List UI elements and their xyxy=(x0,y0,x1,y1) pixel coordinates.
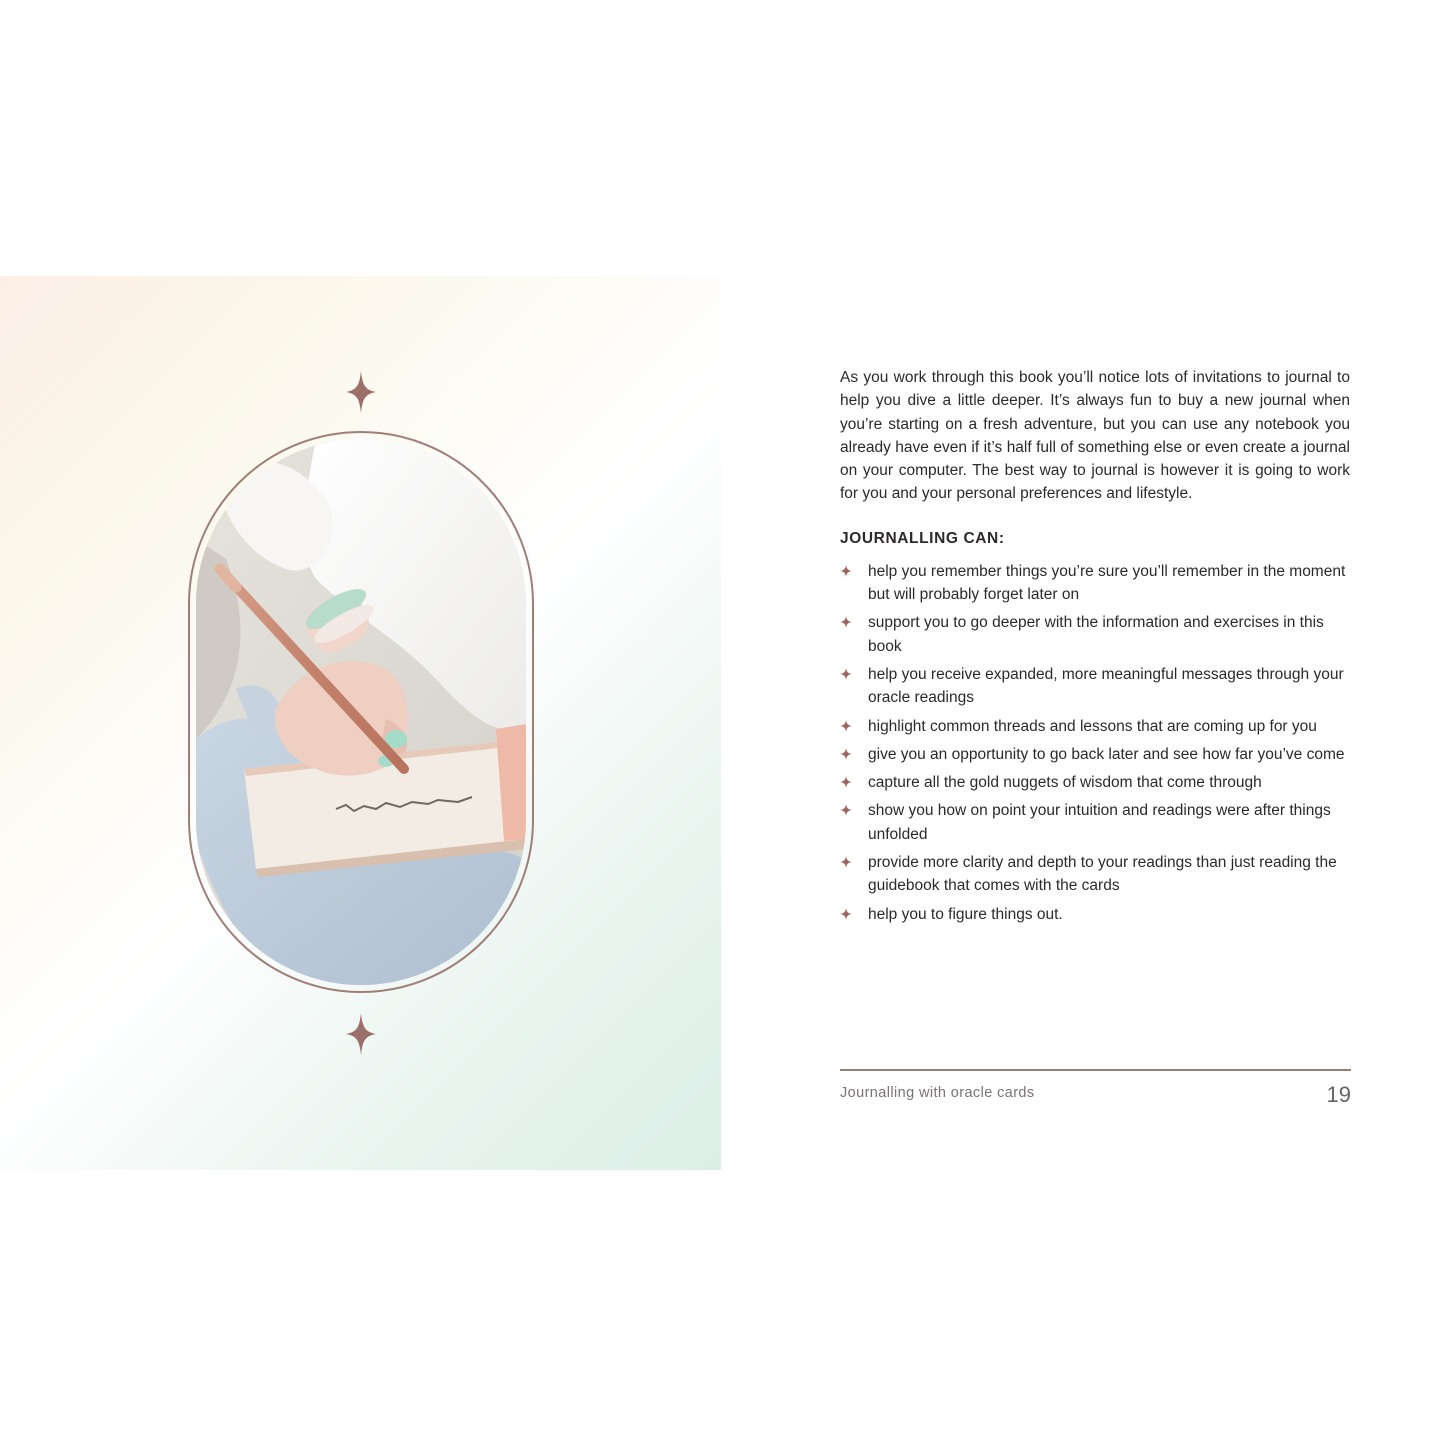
page-number: 19 xyxy=(1326,1082,1351,1107)
star-bullet-icon xyxy=(840,856,852,868)
journalling-benefits-list xyxy=(840,560,1350,926)
list-item xyxy=(840,799,1350,846)
running-footer-title: Journalling with oracle cards xyxy=(840,1085,1035,1101)
list-item-text: capture all the gold nuggets of wisdom that come through xyxy=(868,774,1262,792)
list-item-text: show you how on point your intuition and readings were after things unfolded xyxy=(868,802,1331,843)
star-bullet-icon xyxy=(840,720,852,732)
page-content xyxy=(840,366,1350,931)
star-bullet-icon xyxy=(840,804,852,816)
list-item-text: help you to figure things out. xyxy=(868,905,1063,923)
list-item-text: provide more clarity and depth to your readings than just reading the guidebook that comes with the cards xyxy=(868,854,1337,895)
section-heading: JOURNALLING CAN: xyxy=(840,529,1005,547)
list-item-text: help you receive expanded, more meaningful messages through your oracle readings xyxy=(868,665,1344,707)
list-item-text: support you to go deeper with the information and exercises in this book xyxy=(868,614,1324,655)
list-item-text: highlight common threads and lessons that are coming up for you xyxy=(868,717,1317,735)
list-item xyxy=(840,663,1350,710)
star-bullet-icon xyxy=(840,668,852,680)
intro-paragraph: As you work through this book you’ll notice lots of invitations to journal to help you dive a little deeper. It’s always fun to buy a new journal when you’re starting on a fresh adventure, but you can use any notebook you already have even if it’s half full of something else or even create a journal on your computer. The best way to journal is however it is going to work for you and your personal preferences and lifestyle. xyxy=(840,369,1350,503)
sparkle-icon-bottom xyxy=(346,1013,376,1055)
journal-writing-photo xyxy=(196,439,526,985)
right-page xyxy=(721,276,1445,1170)
sparkle-icon-top xyxy=(346,371,376,413)
star-bullet-icon xyxy=(840,776,852,788)
list-item xyxy=(840,771,1350,794)
list-item xyxy=(840,715,1350,738)
left-page-illustration xyxy=(0,276,721,1170)
star-bullet-icon xyxy=(840,565,852,577)
list-item-text: help you remember things you’re sure you’ll remember in the moment but will probably forget later on xyxy=(868,562,1346,604)
star-bullet-icon xyxy=(840,616,852,628)
list-item xyxy=(840,851,1350,898)
list-item xyxy=(840,560,1350,607)
list-item xyxy=(840,611,1350,658)
star-bullet-icon xyxy=(840,748,852,760)
list-item-text: give you an opportunity to go back later and see how far you’ve come xyxy=(868,745,1345,763)
list-item xyxy=(840,743,1350,766)
list-item xyxy=(840,903,1350,926)
star-bullet-icon xyxy=(840,908,852,920)
footer-divider xyxy=(840,1069,1351,1071)
book-spread xyxy=(0,276,1445,1170)
